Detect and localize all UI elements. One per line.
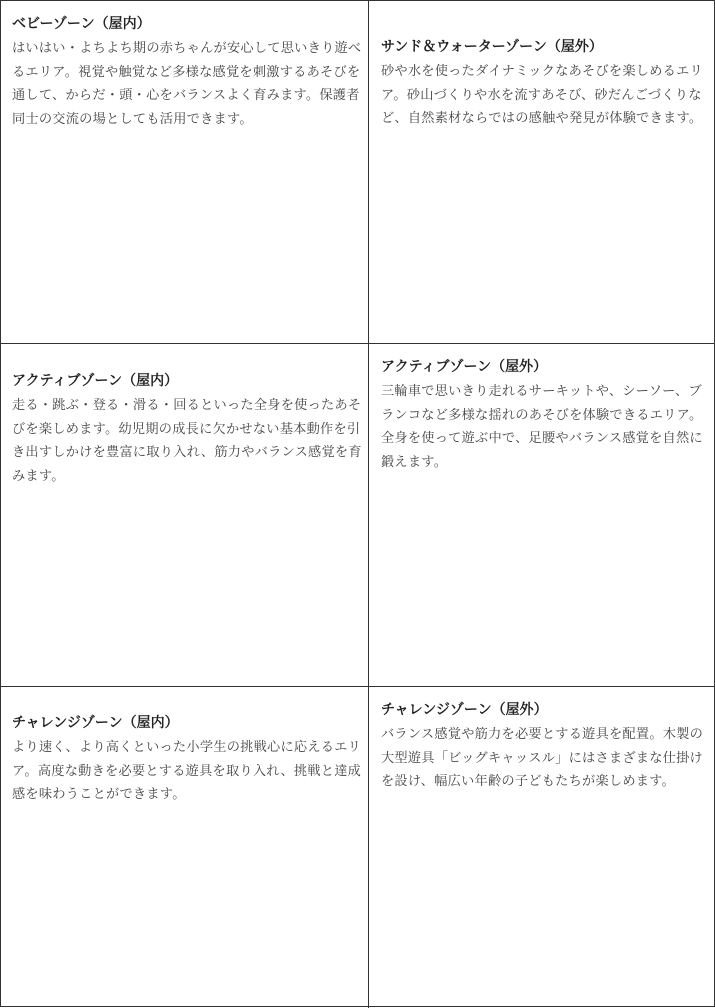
zone-title: チャレンジゾーン（屋内） (12, 715, 179, 731)
zone-title: アクティブゾーン（屋内） (12, 373, 179, 389)
zone-cell-challenge-outdoor (369, 687, 715, 1008)
zone-title: サンド＆ウォーターゾーン（屋外） (381, 39, 603, 55)
zone-cell-baby-indoor (1, 1, 369, 344)
zone-cell-active-indoor (1, 344, 369, 687)
zone-title: アクティブゾーン（屋外） (381, 359, 548, 375)
zone-description: より速く、より高くといった小学生の挑戦心に応えるエリア。高度な動きを必要とする遊具を取り入れ、挑戦と達成感を味わうことができます。 (12, 740, 362, 802)
zone-cell-sand-water-outdoor (369, 1, 715, 344)
zone-title: ベビーゾーン（屋内） (12, 16, 151, 32)
zone-description: 三輪車で思いきり走れるサーキットや、シーソー、ブランコなど多様な揺れのあそびを体験できるエリア。全身を使って遊ぶ中で、足腰やバランス感覚を自然に鍛えます。 (381, 384, 703, 470)
zone-cell-active-outdoor (369, 344, 715, 687)
zone-description: バランス感覚や筋力を必要とする遊具を配置。木製の大型遊具「ビッグキャッスル」にはさまざまな仕掛けを設け、幅広い年齢の子どもたちが楽しめます。 (381, 727, 704, 789)
zone-description: 砂や水を使ったダイナミックなあそびを楽しめるエリア。砂山づくりや水を流すあそび、砂だんごづくりなど、自然素材ならではの感触や発見が体験できます。 (381, 64, 703, 126)
zone-description: 走る・跳ぶ・登る・滑る・回るといった全身を使ったあそびを楽しめます。幼児期の成長に欠かせない基本動作を引き出すしかけを豊富に取り入れ、筋力やバランス感覚を育みます。 (12, 398, 362, 484)
zone-title: チャレンジゾーン（屋外） (381, 702, 548, 718)
zone-description: はいはい・よちよち期の赤ちゃんが安心して思いきり遊べるエリア。視覚や触覚など多様な感覚を刺激するあそびを通して、からだ・頭・心をバランスよく育みます。保護者同士の交流の場としても活用できます。 (12, 41, 362, 127)
zone-cell-challenge-indoor (1, 687, 369, 1008)
